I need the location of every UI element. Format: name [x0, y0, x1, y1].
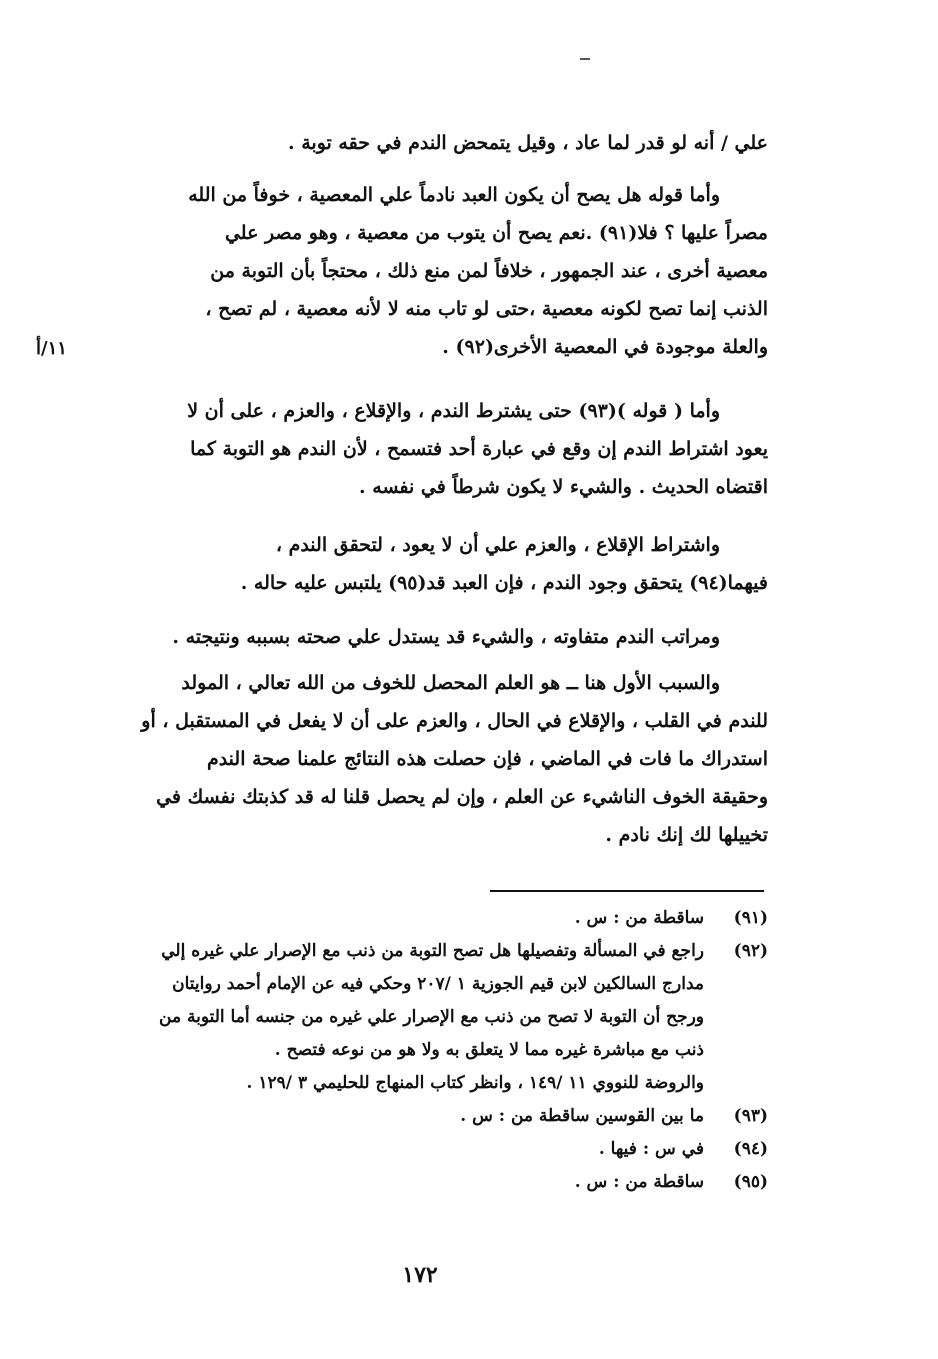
footnote-number: (٩٤): [733, 1139, 768, 1159]
footnote-95: [96, 1166, 768, 1199]
footnote-94: [96, 1133, 768, 1166]
body-line: الذنب إنما تصح لكونه معصية ،حتى لو تاب منه لا لأنه معصية ، لم تصح ،: [205, 298, 768, 320]
footnote-number: (٩٥): [733, 1172, 768, 1192]
body-line: وحقيقة الخوف الناشيء عن العلم ، وإن لم يحصل قلنا له قد كذبتك نفسك في: [156, 786, 768, 808]
body-line: للندم في القلب ، والإقلاع في الحال ، والعزم على أن لا يفعل في المستقبل ، أو: [141, 710, 768, 732]
body-line: تخييلها لك إنك نادم .: [605, 824, 768, 846]
body-line: والسبب الأول هنا ــ هو العلم المحصل للخوف من الله تعالي ، المولد: [181, 672, 720, 694]
body-line: معصية أخرى ، عند الجمهور ، خلافاً لمن منع ذلك ، محتجاً بأن التوبة من: [210, 260, 768, 282]
body-line: مصراً عليها ؟ فلا(٩١) .نعم يصح أن يتوب من معصية ، وهو مصر علي: [224, 222, 768, 244]
footnote-line: راجع في المسألة وتفصيلها هل تصح التوبة من ذنب مع الإصرار علي غيره إلي: [161, 941, 704, 961]
footnote-number: (٩٢): [733, 941, 768, 961]
footnote-line: ساقطة من : س .: [574, 1172, 704, 1192]
footnote-text: [96, 902, 704, 935]
body-line: يعود اشتراط الندم إن وقع في عبارة أحد فتسمح ، لأن الندم هو التوبة كما: [190, 438, 768, 460]
footnote-text: [96, 1166, 704, 1199]
body-line: ومراتب الندم متفاوته ، والشيء قد يستدل علي صحته بسببه ونتيجته .: [172, 626, 720, 648]
body-line: علي / أنه لو قدر لما عاد ، وقيل يتمحض الندم في حقه توبة .: [287, 132, 768, 154]
body-line: فيهما(٩٤) يتحقق وجود الندم ، فإن العبد قد(٩٥) يلتبس عليه حاله .: [240, 572, 768, 594]
paragraph-5: [96, 618, 768, 656]
footnote-text: [96, 1133, 704, 1166]
footnotes: [96, 902, 768, 1199]
footnote-line: ورجح أن التوبة لا تصح من ذنب مع الإصرار علي غيره من جنسه أما التوبة من: [159, 1007, 704, 1027]
page-number: ١٧٢: [402, 1262, 438, 1288]
footnote-line: والروضة للنووي ١١ /١٤٩ ، وانظر كتاب المنهاج للحليمي ٣ /١٢٩ .: [246, 1073, 704, 1093]
margin-folio-note: ١١/أ: [36, 338, 67, 359]
body-line: واشتراط الإقلاع ، والعزم علي أن لا يعود ، لتحقق الندم ،: [275, 534, 720, 556]
footnote-text: [96, 935, 704, 1100]
footnote-line: ساقطة من : س .: [574, 908, 704, 928]
paragraph-1: [96, 124, 768, 162]
body-line: وأما ( قوله )(٩٣) حتى يشترط الندم ، والإقلاع ، والعزم ، على أن لا: [187, 400, 720, 422]
body-line: اقتضاه الحديث . والشيء لا يكون شرطاً في نفسه .: [359, 476, 768, 498]
footnote-92: [96, 935, 768, 1100]
footnote-line: ما بين القوسين ساقطة من : س .: [460, 1106, 704, 1126]
body-line: والعلة موجودة في المعصية الأخرى(٩٢) .: [442, 336, 768, 358]
footnote-text: [96, 1100, 704, 1133]
footnote-line: مدارج السالكين لابن قيم الجوزية ١ /٢٠٧ وحكي فيه عن الإمام أحمد روايتان: [172, 974, 704, 994]
footnote-line: ذنب مع مباشرة غيره مما لا يتعلق به ولا هو من نوعه فتصح .: [274, 1040, 704, 1060]
footnote-93: [96, 1100, 768, 1133]
paragraph-4: [96, 526, 768, 602]
top-dash-mark: [580, 58, 590, 60]
paragraph-2: [96, 176, 768, 366]
body-line: وأما قوله هل يصح أن يكون العبد نادماً علي المعصية ، خوفاً من الله: [188, 184, 720, 206]
paragraph-3: [96, 392, 768, 506]
footnote-91: [96, 902, 768, 935]
footnote-number: (٩٣): [733, 1106, 768, 1126]
footnote-line: في س : فيها .: [598, 1139, 704, 1159]
paragraph-6: [96, 664, 768, 854]
footnote-separator: [490, 890, 764, 892]
body-line: استدراك ما فات في الماضي ، فإن حصلت هذه النتائج علمنا صحة الندم: [206, 748, 768, 770]
footnote-number: (٩١): [733, 908, 768, 928]
